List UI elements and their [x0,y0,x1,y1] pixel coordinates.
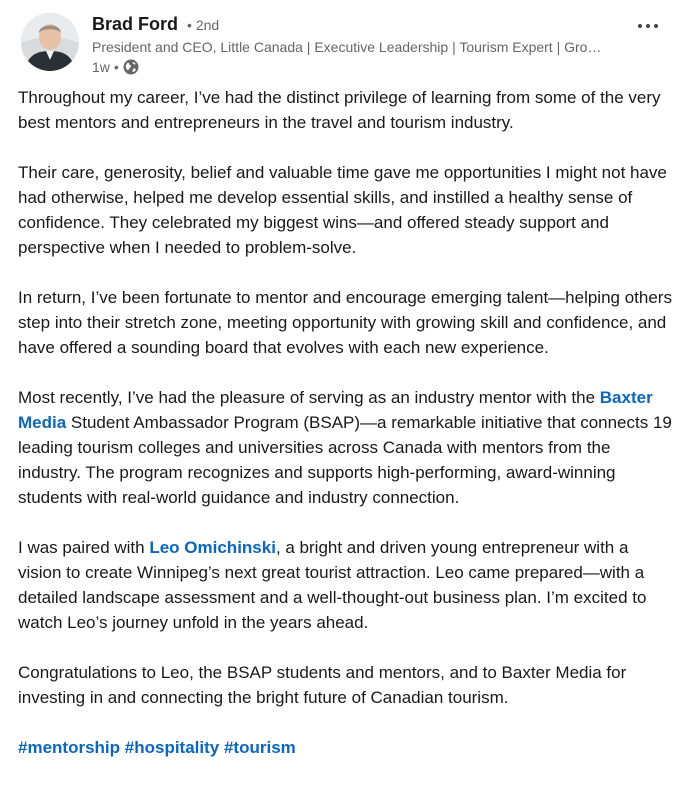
paragraph: Throughout my career, I’ve had the distinct privilege of learning from some of the very best mentors and entrepreneurs in the travel and tourism industry. [18,88,661,132]
globe-icon[interactable] [123,59,139,75]
mention-baxter-media[interactable]: Baxter Media [18,388,653,432]
author-name[interactable]: Brad Ford [92,14,179,34]
post-header [18,12,664,74]
name-line [92,12,614,37]
paragraph [18,385,674,510]
paragraph-text: Most recently, I’ve had the pleasure of serving as an industry mentor with the [18,388,600,407]
post-age: 1w [92,59,110,75]
author-meta [92,12,614,76]
paragraph: Congratulations to Leo, the BSAP students and mentors, and to Baxter Media for investing in and connecting the bright future of Canadian tourism. [18,663,627,707]
paragraph: Their care, generosity, belief and valuable time gave me opportunities I might not have had otherwise, helped me develop essential skills, and instilled a healthy sense of confidence. They celebrated my biggest wins—and offered steady support and perspective when I needed to problem-solve. [18,163,667,257]
more-horizontal-icon [636,22,660,30]
paragraph [18,535,674,635]
hashtag-mentorship[interactable]: #mentorship [18,738,121,757]
paragraph: In return, I’ve been fortunate to mentor and encourage emerging talent—helping others step into their stretch zone, meeting opportunity with growing skill and confidence, and have offered a sounding board that evolves with each new experience. [18,288,672,357]
author-avatar[interactable] [21,13,79,71]
paragraph-text: Student Ambassador Program (BSAP)—a remarkable initiative that connects 19 leading tourism colleges and universities across Canada with mentors from the industry. The program recognizes and supports high-performing, award-winning students with real-world guidance and industry connection. [18,413,672,507]
mention-leo-omichinski[interactable]: Leo Omichinski [149,538,276,557]
more-options-button[interactable] [632,14,664,38]
connection-degree: • 2nd [187,17,220,33]
paragraph-text: , a bright and driven young entrepreneur with a vision to create Winnipeg’s next great tourist attraction. Leo came prepared—with a detailed landscape assessment and a well-thought-out business plan. I’m excited to watch Leo’s journey unfold in the years ahead. [18,538,647,632]
separator-dot: • [113,59,119,75]
hashtag-tourism[interactable]: #tourism [223,738,296,757]
post-timestamp [92,58,614,76]
avatar-photo [21,13,79,71]
post-body [18,85,674,785]
hashtag-hospitality[interactable]: #hospitality [124,738,220,757]
hashtags [18,735,674,760]
author-headline: President and CEO, Little Canada | Executive Leadership | Tourism Expert | Gro… [92,39,602,55]
paragraph-text: I was paired with [18,538,150,557]
